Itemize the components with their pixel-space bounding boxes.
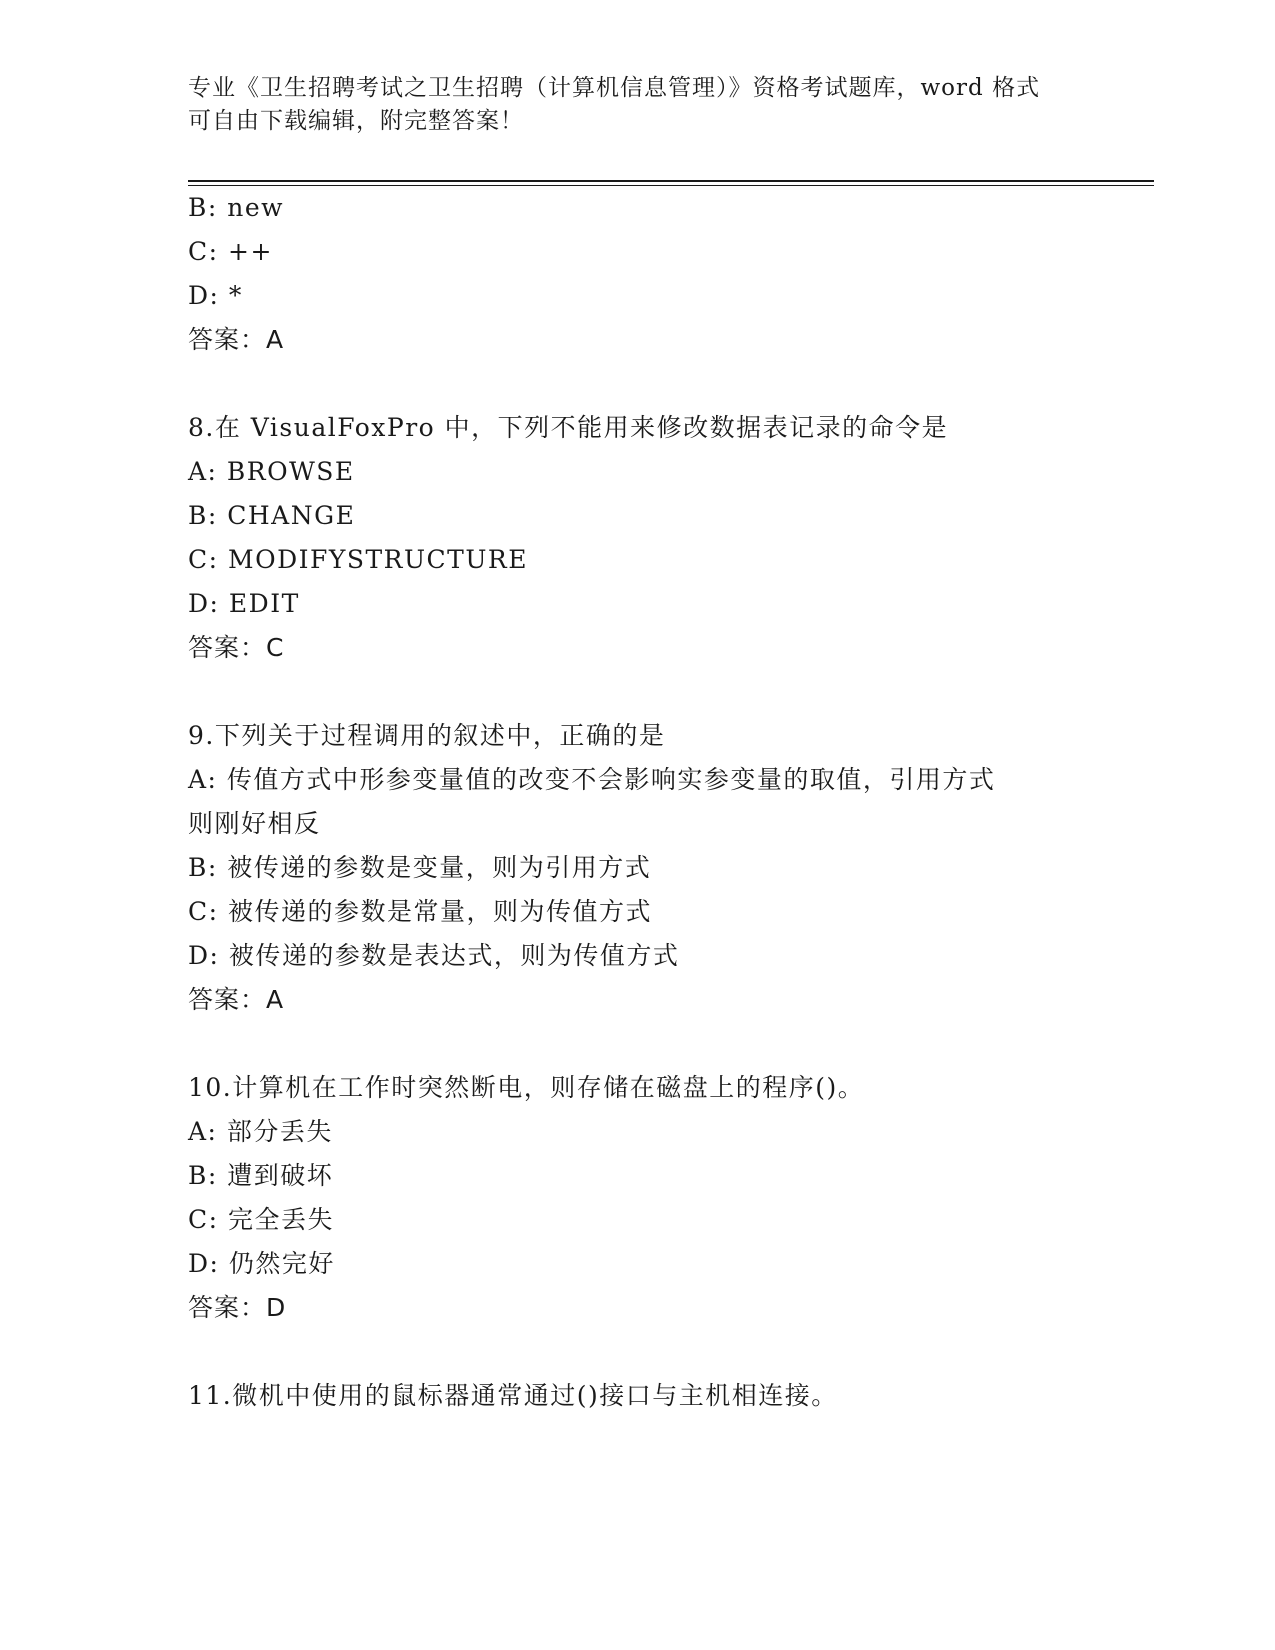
q8-option-a: A: BROWSE [188,457,355,486]
q10-option-d: D: 仍然完好 [188,1249,335,1278]
q9-option-a-line1: A: 传值方式中形参变量值的改变不会影响实参变量的取值，引用方式 [188,765,996,794]
q7-option-d: D: * [188,281,243,310]
q11-question: 11.微机中使用的鼠标器通常通过()接口与主机相连接。 [188,1381,838,1410]
q9-question: 9.下列关于过程调用的叙述中，正确的是 [188,721,666,750]
q10-option-a: A: 部分丢失 [188,1117,333,1146]
header-line-2: 可自由下载编辑，附完整答案！ [188,108,524,134]
document-header [188,72,1088,138]
q8-option-d: D: EDIT [188,589,300,618]
q8-option-b: B: CHANGE [188,501,356,530]
q9-option-c: C: 被传递的参数是常量，则为传值方式 [188,897,652,926]
header-rule-thin [188,185,1154,186]
q10-answer: 答案：D [188,1293,287,1322]
header-rule-thick [188,180,1154,182]
q9-option-b: B: 被传递的参数是变量，则为引用方式 [188,853,652,882]
q8-answer: 答案：C [188,633,285,662]
q10-option-b: B: 遭到破坏 [188,1161,334,1190]
q8-option-c: C: MODIFYSTRUCTURE [188,545,529,574]
q10-question: 10.计算机在工作时突然断电，则存储在磁盘上的程序()。 [188,1073,865,1102]
q7-option-c: C: ++ [188,237,273,266]
q10-option-c: C: 完全丢失 [188,1205,334,1234]
q9-answer: 答案：A [188,985,285,1014]
q9-option-a-line2: 则刚好相反 [188,809,321,838]
header-line-1: 专业《卫生招聘考试之卫生招聘（计算机信息管理）》资格考试题库，word 格式 [188,75,1041,101]
q7-option-b: B: new [188,193,285,222]
q9-option-d: D: 被传递的参数是表达式，则为传值方式 [188,941,680,970]
q8-question: 8.在 VisualFoxPro 中，下列不能用来修改数据表记录的命令是 [188,413,949,442]
q7-answer: 答案：A [188,325,285,354]
